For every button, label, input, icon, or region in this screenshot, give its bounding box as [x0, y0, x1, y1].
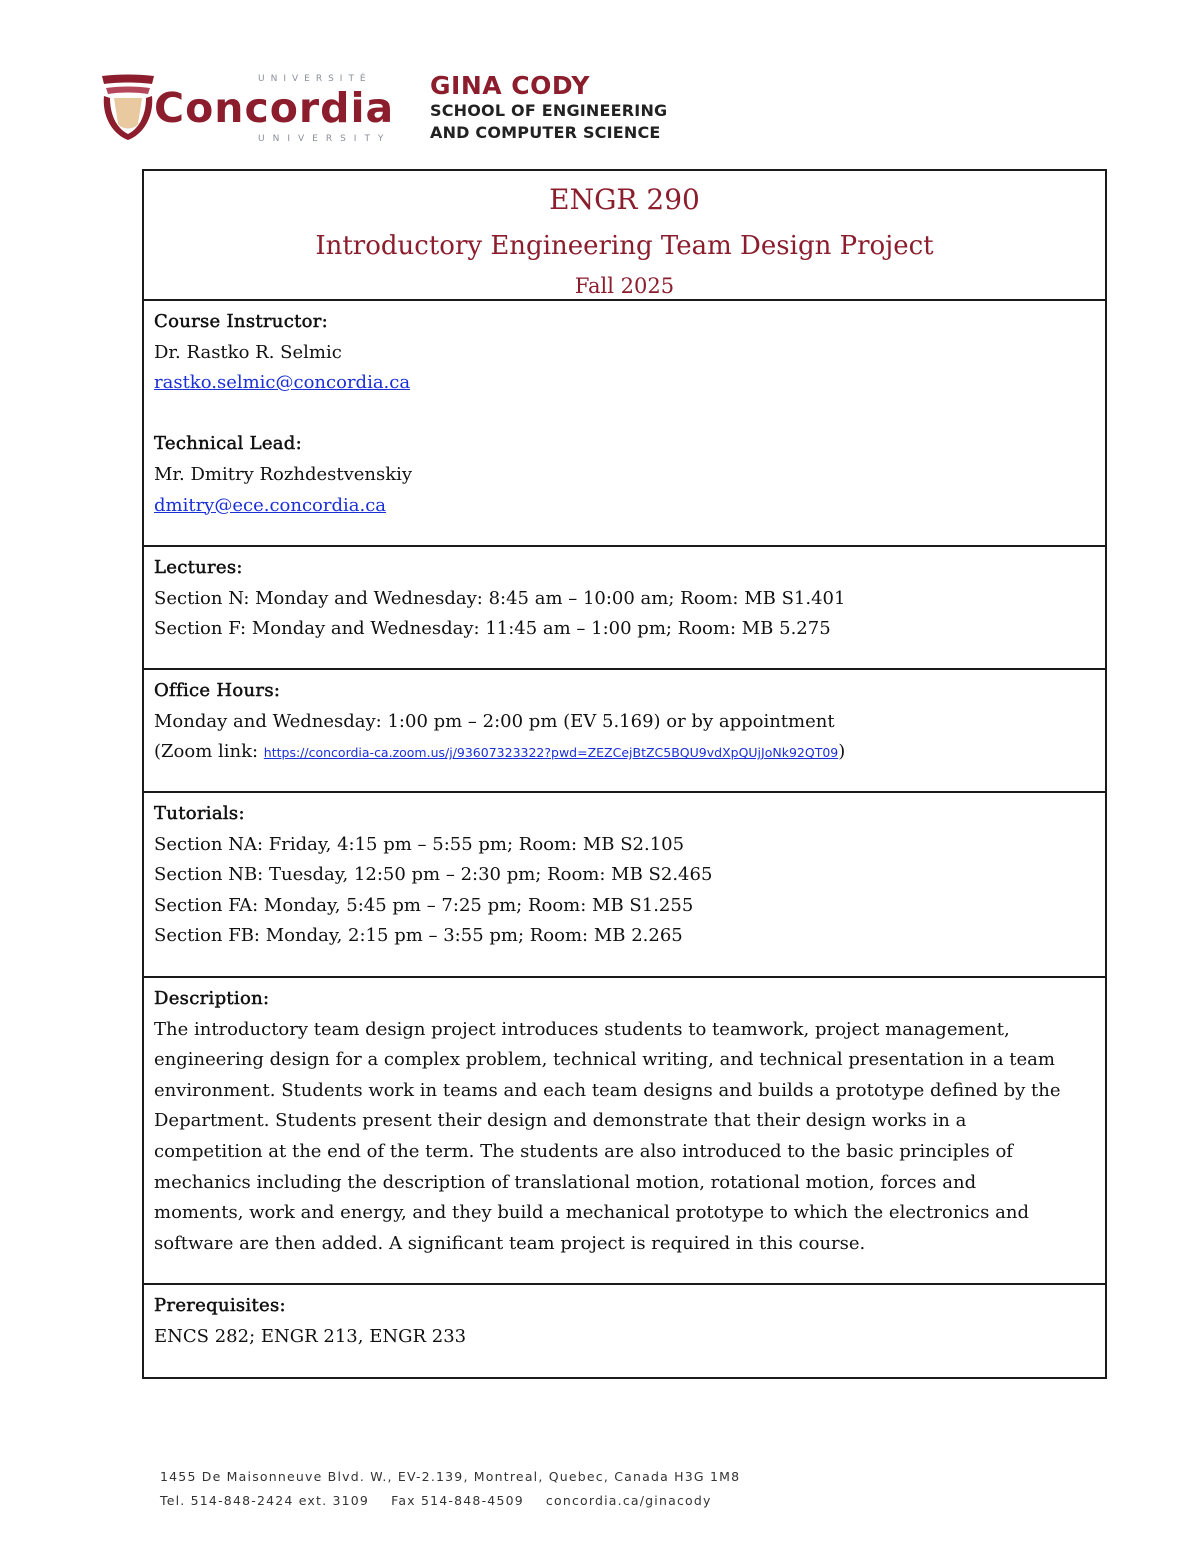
prerequisites-section [144, 1285, 1105, 1377]
footer [160, 1465, 740, 1513]
footer-address: 1455 De Maisonneuve Blvd. W., EV-2.139, Montreal, Quebec, Canada H3G 1M8 [160, 1469, 741, 1484]
instructor-section [144, 301, 1105, 547]
description-section [144, 978, 1105, 1285]
footer-contact [160, 1489, 740, 1513]
university-label: UNIVERSITY [258, 134, 392, 144]
description-line: competition at the end of the term. The students are also introduced to the basic principles of [154, 1140, 1013, 1162]
syllabus-table [142, 169, 1107, 1379]
description-line: moments, work and energy, and they build a mechanical prototype to which the electronics and [154, 1202, 1029, 1224]
tutorial-item: Section NA: Friday, 4:15 pm – 5:55 pm; Room: MB S2.105 [154, 833, 685, 855]
description-label: Description: [154, 988, 270, 1009]
header-logo [96, 68, 696, 152]
instructor-email-link[interactable]: rastko.selmic@concordia.ca [154, 372, 411, 394]
zoom-prefix: (Zoom link: [154, 741, 264, 763]
zoom-link[interactable]: https://concordia-ca.zoom.us/j/93607323322?pwd=ZEZCejBtZC5BQU9vdXpQUjJoNk92QT09 [263, 745, 839, 761]
school-line-1: SCHOOL OF ENGINEERING [430, 101, 668, 120]
tutorials-label: Tutorials: [154, 803, 245, 824]
office-hours-schedule: Monday and Wednesday: 1:00 pm – 2:00 pm (EV 5.169) or by appointment [154, 710, 835, 732]
instructor-name: Dr. Rastko R. Selmic [154, 341, 342, 363]
footer-website: concordia.ca/ginacody [545, 1493, 712, 1508]
universite-label: UNIVERSITÉ [258, 74, 372, 84]
tutorial-item: Section FA: Monday, 5:45 pm – 7:25 pm; Room: MB S1.255 [154, 894, 694, 916]
course-term: Fall 2025 [574, 274, 675, 298]
concordia-wordmark: Concordia [154, 84, 395, 132]
tutorial-item: Section NB: Tuesday, 12:50 pm – 2:30 pm; Room: MB S2.465 [154, 864, 713, 886]
footer-tel: Tel. 514-848-2424 ext. 3109 [160, 1493, 370, 1508]
school-line-2: AND COMPUTER SCIENCE [430, 123, 661, 142]
zoom-suffix: ) [838, 741, 846, 763]
tutorials-section [144, 793, 1105, 978]
lectures-label: Lectures: [154, 557, 243, 578]
technical-lead-label: Technical Lead: [154, 433, 302, 455]
description-line: environment. Students work in teams and each team designs and builds a prototype defined by the [154, 1079, 1061, 1101]
lecture-item: Section F: Monday and Wednesday: 11:45 am – 1:00 pm; Room: MB 5.275 [154, 618, 831, 640]
footer-fax: Fax 514-848-4509 [391, 1493, 524, 1508]
concordia-logo [96, 68, 396, 152]
description-line: The introductory team design project introduces students to teamwork, project management, [154, 1018, 1010, 1040]
tutorial-item: Section FB: Monday, 2:15 pm – 3:55 pm; Room: MB 2.265 [154, 925, 683, 947]
description-line: mechanics including the description of translational motion, rotational motion, forces and [154, 1171, 977, 1193]
description-line: engineering design for a complex problem, technical writing, and technical presentation in a team [154, 1049, 1055, 1071]
lectures-section [144, 547, 1105, 670]
course-title: Introductory Engineering Team Design Project [315, 231, 934, 261]
course-code: ENGR 290 [549, 183, 700, 216]
instructor-label: Course Instructor: [154, 311, 329, 332]
description-line: software are then added. A significant team project is required in this course. [154, 1232, 866, 1254]
prerequisites-label: Prerequisites: [154, 1295, 286, 1316]
office-hours-label: Office Hours: [154, 680, 281, 701]
description-line: Department. Students present their design and demonstrate that their design works in a [154, 1110, 967, 1132]
course-title-section [144, 171, 1105, 301]
concordia-shield-icon [100, 72, 156, 142]
technical-lead-email-link[interactable]: dmitry@ece.concordia.ca [154, 494, 387, 516]
school-name: GINA CODY [430, 71, 590, 100]
prerequisites-text: ENCS 282; ENGR 213, ENGR 233 [154, 1325, 467, 1347]
office-hours-section [144, 670, 1105, 793]
technical-lead-name: Mr. Dmitry Rozhdestvenskiy [154, 463, 413, 485]
zoom-link-line [154, 737, 1095, 769]
gina-cody-logo [430, 72, 667, 144]
lecture-item: Section N: Monday and Wednesday: 8:45 am – 10:00 am; Room: MB S1.401 [154, 587, 846, 609]
